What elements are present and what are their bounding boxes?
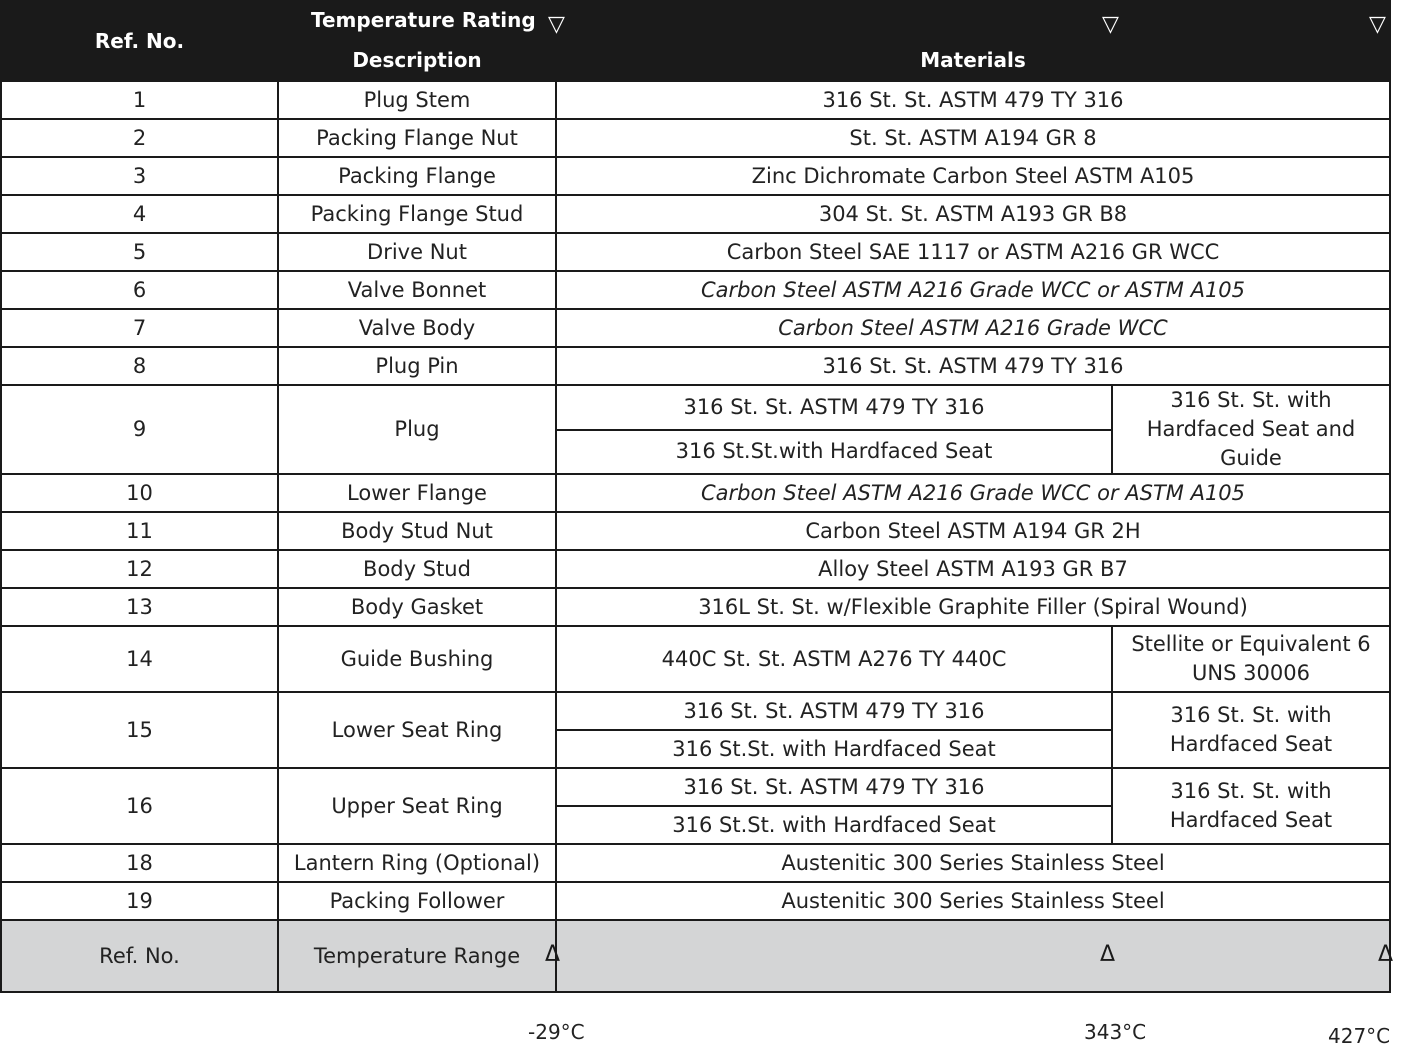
ref-cell: 7: [1, 309, 278, 347]
material-cell: 304 St. St. ASTM A193 GR B8: [556, 195, 1390, 233]
ref-cell: 4: [1, 195, 278, 233]
header-temperature-rating-span: [556, 1, 1390, 40]
ref-cell: 19: [1, 882, 278, 920]
material-high-temp-cell: Stellite or Equivalent 6 UNS 30006: [1112, 626, 1390, 692]
header-materials: Materials: [556, 40, 1390, 81]
material-cell: Alloy Steel ASTM A193 GR B7: [556, 550, 1390, 588]
header-description: Description: [278, 40, 556, 81]
description-cell: Lantern Ring (Optional): [278, 844, 556, 882]
description-cell: Body Gasket: [278, 588, 556, 626]
ref-cell: 2: [1, 119, 278, 157]
material-cell: Austenitic 300 Series Stainless Steel: [556, 844, 1390, 882]
material-cell: Carbon Steel ASTM A216 Grade WCC or ASTM A105: [556, 474, 1390, 512]
table-row: [1, 768, 1390, 806]
material-cell: St. St. ASTM A194 GR 8: [556, 119, 1390, 157]
ref-cell: 12: [1, 550, 278, 588]
material-cell: Carbon Steel ASTM A216 Grade WCC: [556, 309, 1390, 347]
ref-cell: 9: [1, 385, 278, 474]
temp-marker-up-icon: Δ: [1378, 942, 1394, 967]
temp-marker-up-icon: Δ: [1100, 942, 1116, 967]
material-high-temp-cell: 316 St. St. with Hardfaced Seat: [1112, 768, 1390, 844]
table-row: [1, 626, 1390, 692]
table-row: [1, 309, 1390, 347]
temp-label-mid: 343°C: [1084, 1020, 1147, 1044]
material-low-temp-cell: 316 St. St. ASTM 479 TY 316: [556, 385, 1112, 430]
table-row: [1, 119, 1390, 157]
description-cell: Lower Seat Ring: [278, 692, 556, 768]
header-temperature-rating: Temperature Rating: [278, 1, 556, 40]
description-cell: Guide Bushing: [278, 626, 556, 692]
material-low-temp-cell: 316 St.St.with Hardfaced Seat: [556, 430, 1112, 475]
description-cell: Body Stud Nut: [278, 512, 556, 550]
material-cell: Austenitic 300 Series Stainless Steel: [556, 882, 1390, 920]
description-cell: Valve Body: [278, 309, 556, 347]
footer-temperature-range: Temperature Range: [278, 920, 556, 992]
description-cell: Body Stud: [278, 550, 556, 588]
description-cell: Upper Seat Ring: [278, 768, 556, 844]
table-row: [1, 271, 1390, 309]
description-cell: Packing Flange: [278, 157, 556, 195]
description-cell: Packing Flange Nut: [278, 119, 556, 157]
table-row: [1, 692, 1390, 730]
table-row: [1, 588, 1390, 626]
ref-cell: 18: [1, 844, 278, 882]
description-cell: Plug: [278, 385, 556, 474]
material-low-temp-cell: 316 St. St. ASTM 479 TY 316: [556, 768, 1112, 806]
ref-cell: 11: [1, 512, 278, 550]
table-row: [1, 81, 1390, 119]
material-low-temp-cell: 316 St.St. with Hardfaced Seat: [556, 730, 1112, 768]
material-low-temp-cell: 316 St. St. ASTM 479 TY 316: [556, 692, 1112, 730]
material-cell: 316L St. St. w/Flexible Graphite Filler (Spiral Wound): [556, 588, 1390, 626]
table-row: [1, 195, 1390, 233]
ref-cell: 16: [1, 768, 278, 844]
description-cell: Plug Pin: [278, 347, 556, 385]
material-cell: 316 St. St. ASTM 479 TY 316: [556, 347, 1390, 385]
table-row: [1, 347, 1390, 385]
ref-cell: 13: [1, 588, 278, 626]
description-cell: Plug Stem: [278, 81, 556, 119]
ref-cell: 10: [1, 474, 278, 512]
temp-marker-down-icon: ▽: [1369, 12, 1386, 37]
material-low-temp-cell: 316 St.St. with Hardfaced Seat: [556, 806, 1112, 844]
description-cell: Drive Nut: [278, 233, 556, 271]
temperature-range-bar: [556, 920, 1390, 992]
material-high-temp-cell: 316 St. St. with Hardfaced Seat and Guide: [1112, 385, 1390, 474]
ref-cell: 1: [1, 81, 278, 119]
material-cell: Carbon Steel SAE 1117 or ASTM A216 GR WCC: [556, 233, 1390, 271]
material-cell: Zinc Dichromate Carbon Steel ASTM A105: [556, 157, 1390, 195]
table-row: [1, 512, 1390, 550]
ref-cell: 6: [1, 271, 278, 309]
table-row: [1, 474, 1390, 512]
table-row: [1, 882, 1390, 920]
table-row: [1, 385, 1390, 430]
temp-label-low: -29°C: [528, 1020, 585, 1044]
ref-cell: 14: [1, 626, 278, 692]
material-low-temp-cell: 440C St. St. ASTM A276 TY 440C: [556, 626, 1112, 692]
description-cell: Valve Bonnet: [278, 271, 556, 309]
temp-label-high: 427°C: [1328, 1024, 1391, 1048]
description-cell: Lower Flange: [278, 474, 556, 512]
header-ref-no: Ref. No.: [1, 1, 278, 81]
ref-cell: 3: [1, 157, 278, 195]
material-high-temp-cell: 316 St. St. with Hardfaced Seat: [1112, 692, 1390, 768]
temp-marker-down-icon: ▽: [1102, 12, 1119, 37]
description-cell: Packing Flange Stud: [278, 195, 556, 233]
ref-cell: 15: [1, 692, 278, 768]
temp-marker-up-icon: Δ: [545, 942, 561, 967]
table-row: [1, 233, 1390, 271]
description-cell: Packing Follower: [278, 882, 556, 920]
material-cell: Carbon Steel ASTM A216 Grade WCC or ASTM A105: [556, 271, 1390, 309]
material-cell: Carbon Steel ASTM A194 GR 2H: [556, 512, 1390, 550]
table-row: [1, 157, 1390, 195]
table-row: [1, 550, 1390, 588]
ref-cell: 5: [1, 233, 278, 271]
table-row: [1, 844, 1390, 882]
footer-ref-no: Ref. No.: [1, 920, 278, 992]
ref-cell: 8: [1, 347, 278, 385]
temp-marker-down-icon: ▽: [548, 12, 565, 37]
material-cell: 316 St. St. ASTM 479 TY 316: [556, 81, 1390, 119]
footer-row: [1, 920, 1390, 992]
